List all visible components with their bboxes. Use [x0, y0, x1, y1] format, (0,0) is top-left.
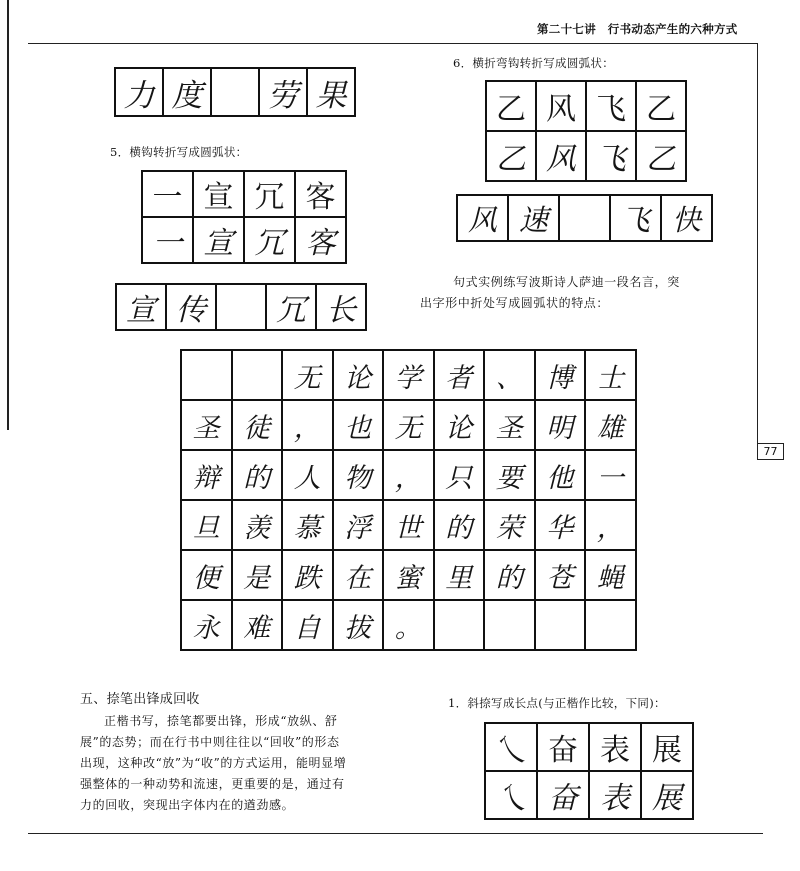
- practice-cell: 、: [485, 351, 536, 401]
- grid-cell: [212, 69, 260, 117]
- practice-cell: 拔: [334, 601, 385, 651]
- practice-cell: 也: [334, 401, 385, 451]
- section6-word-row: [456, 194, 713, 242]
- practice-cell: 自: [283, 601, 334, 651]
- practice-cell: 华: [536, 501, 587, 551]
- grid-cell: 宣: [194, 218, 245, 264]
- practice-cell: 在: [334, 551, 385, 601]
- grid-cell: 乙: [487, 132, 537, 182]
- body-line: 出现，这种改“放”为“收”的方式运用，能明显增: [80, 756, 347, 770]
- grid-cell: 展: [642, 724, 694, 772]
- practice-cell: 圣: [485, 401, 536, 451]
- grid-cell: 风: [537, 82, 587, 132]
- page-header-title: 第二十七讲 行书动态产生的六种方式: [537, 22, 738, 36]
- grid-cell: 风: [458, 196, 509, 242]
- practice-cell: 徒: [233, 401, 284, 451]
- left-margin-line: [7, 0, 9, 430]
- example-row-top: [114, 67, 356, 117]
- practice-cell: 的: [485, 551, 536, 601]
- grid-cell: 表: [590, 772, 642, 820]
- right-margin-line: [757, 43, 758, 451]
- practice-cell: 人: [283, 451, 334, 501]
- grid-cell: [560, 196, 611, 242]
- grid-cell: 宣: [194, 172, 245, 218]
- practice-cell: 一: [586, 451, 637, 501]
- grid-cell: 奋: [538, 724, 590, 772]
- section5-label: 5．横钩转折写成圆弧状：: [110, 145, 248, 159]
- section6-label: 6．横折弯钩转折写成圆弧状：: [453, 56, 615, 70]
- practice-cell: [233, 351, 284, 401]
- practice-cell: 者: [435, 351, 486, 401]
- practice-cell: 苍: [536, 551, 587, 601]
- intro-line: 出字形中折处写成圆弧状的特点：: [420, 296, 610, 310]
- practice-cell: 的: [233, 451, 284, 501]
- practice-cell: 世: [384, 501, 435, 551]
- intro-line: 句式实例练写波斯诗人萨迪一段名言，突: [453, 275, 680, 289]
- grid-cell: 客: [296, 172, 347, 218]
- practice-cell: 浮: [334, 501, 385, 551]
- section5-word-row: [115, 283, 367, 331]
- grid-cell: 快: [662, 196, 713, 242]
- practice-cell: 荣: [485, 501, 536, 551]
- section-five-heading: 五、捺笔出锋成回收: [80, 692, 200, 707]
- practice-cell: 便: [182, 551, 233, 601]
- body-line: 展”的态势；而在行书中则往往以“回收”的形态: [80, 735, 340, 749]
- body-line: 强整体的一种动势和流速，更重要的是，通过有: [80, 777, 345, 791]
- grid-cell: 长: [317, 285, 367, 331]
- grid-cell: 一: [143, 172, 194, 218]
- grid-cell: 乀: [486, 724, 538, 772]
- practice-cell: 旦: [182, 501, 233, 551]
- practice-cell: [182, 351, 233, 401]
- practice-cell: 难: [233, 601, 284, 651]
- section5-grid: [141, 170, 347, 264]
- practice-cell: 他: [536, 451, 587, 501]
- section1-grid: [484, 722, 694, 820]
- intro-text: [420, 272, 750, 314]
- practice-cell: 慕: [283, 501, 334, 551]
- practice-cell: 辩: [182, 451, 233, 501]
- grid-cell: 乀: [486, 772, 538, 820]
- grid-cell: 劳: [260, 69, 308, 117]
- practice-cell: 羡: [233, 501, 284, 551]
- practice-cell: 蜜: [384, 551, 435, 601]
- body-line: 力的回收，突现出字体内在的遒劲感。: [80, 798, 295, 812]
- practice-cell: 永: [182, 601, 233, 651]
- practice-cell: ，: [384, 451, 435, 501]
- grid-cell: 乙: [487, 82, 537, 132]
- practice-cell: 论: [435, 401, 486, 451]
- grid-cell: 展: [642, 772, 694, 820]
- practice-cell: 蝇: [586, 551, 637, 601]
- practice-cell: 士: [586, 351, 637, 401]
- practice-cell: 学: [384, 351, 435, 401]
- grid-cell: 客: [296, 218, 347, 264]
- practice-grid: [180, 349, 637, 651]
- grid-cell: 果: [308, 69, 356, 117]
- grid-cell: 奋: [538, 772, 590, 820]
- grid-cell: 冗: [245, 218, 296, 264]
- practice-cell: [485, 601, 536, 651]
- grid-cell: 速: [509, 196, 560, 242]
- practice-cell: [435, 601, 486, 651]
- grid-cell: 冗: [267, 285, 317, 331]
- grid-cell: 飞: [611, 196, 662, 242]
- practice-cell: 雄: [586, 401, 637, 451]
- grid-cell: 乙: [637, 82, 687, 132]
- grid-cell: 风: [537, 132, 587, 182]
- grid-cell: 度: [164, 69, 212, 117]
- grid-cell: 冗: [245, 172, 296, 218]
- grid-cell: 一: [143, 218, 194, 264]
- grid-cell: 力: [116, 69, 164, 117]
- practice-cell: 只: [435, 451, 486, 501]
- practice-cell: 物: [334, 451, 385, 501]
- grid-cell: 宣: [117, 285, 167, 331]
- grid-cell: 飞: [587, 132, 637, 182]
- practice-cell: 博: [536, 351, 587, 401]
- grid-cell: [217, 285, 267, 331]
- practice-cell: 要: [485, 451, 536, 501]
- section6-grid: [485, 80, 687, 182]
- practice-cell: 圣: [182, 401, 233, 451]
- grid-cell: 飞: [587, 82, 637, 132]
- practice-cell: 跌: [283, 551, 334, 601]
- grid-cell: 乙: [637, 132, 687, 182]
- practice-cell: [586, 601, 637, 651]
- practice-cell: 无: [384, 401, 435, 451]
- grid-cell: 表: [590, 724, 642, 772]
- practice-cell: [536, 601, 587, 651]
- practice-cell: 明: [536, 401, 587, 451]
- practice-cell: 论: [334, 351, 385, 401]
- practice-cell: ，: [283, 401, 334, 451]
- practice-cell: 的: [435, 501, 486, 551]
- header-rule: [28, 43, 758, 44]
- section1-label: 1．斜捺写成长点(与正楷作比较，下同)：: [448, 696, 666, 710]
- page-number: 77: [757, 443, 784, 460]
- bottom-rule: [28, 833, 763, 834]
- grid-cell: 传: [167, 285, 217, 331]
- practice-cell: 无: [283, 351, 334, 401]
- practice-cell: 里: [435, 551, 486, 601]
- section-five-body: [80, 711, 410, 816]
- body-line: 正楷书写，捺笔都要出锋，形成“放纵、舒: [104, 714, 338, 728]
- practice-cell: 是: [233, 551, 284, 601]
- practice-cell: ，: [586, 501, 637, 551]
- practice-cell: 。: [384, 601, 435, 651]
